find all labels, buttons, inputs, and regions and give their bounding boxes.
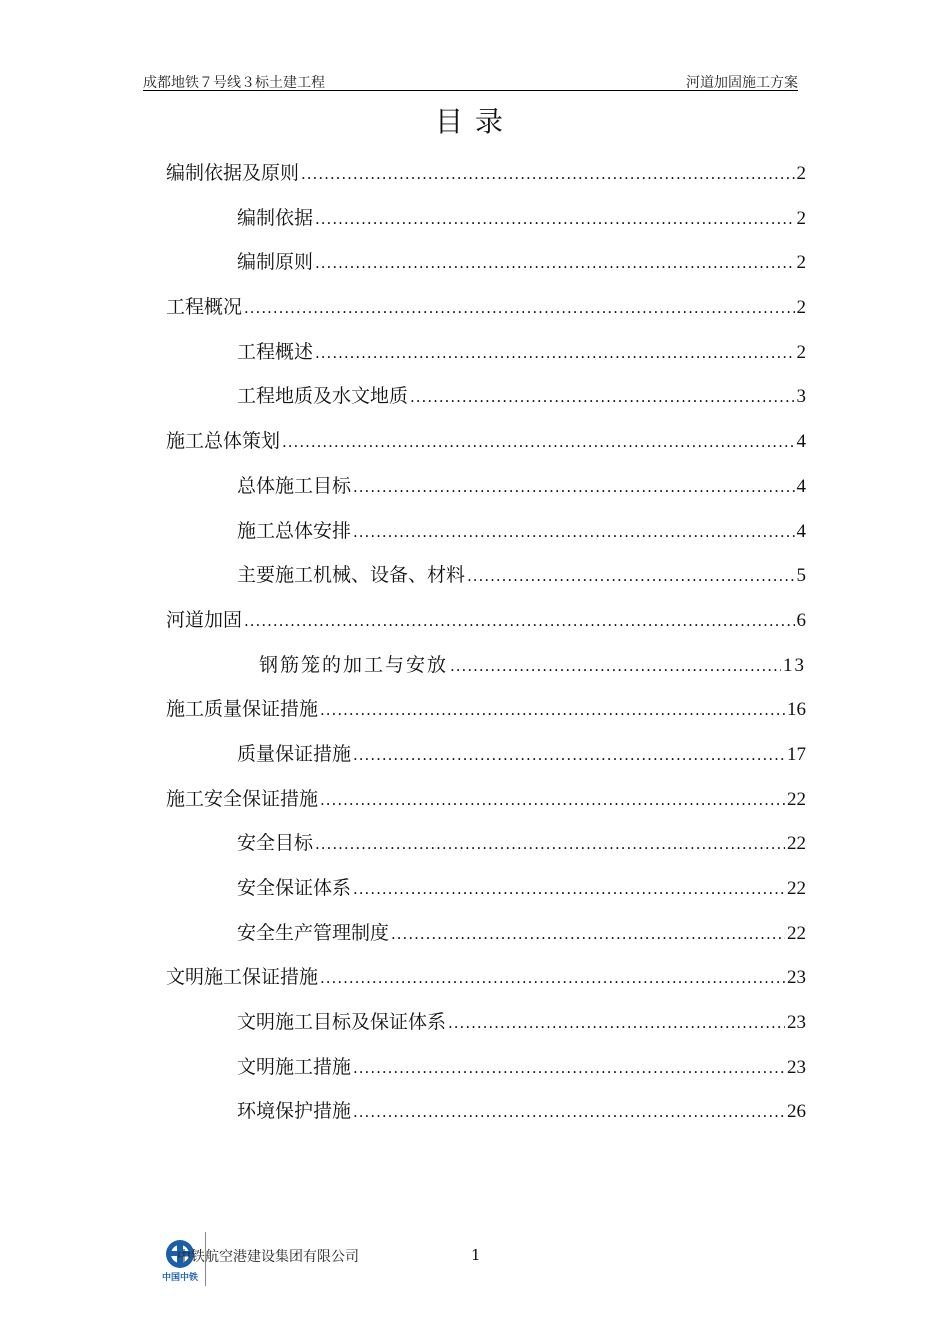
page-header: [143, 70, 798, 91]
toc-entry-label: 河道加固: [166, 608, 243, 631]
toc-leader-dots: [353, 737, 785, 773]
toc-entry-page: 2: [796, 252, 806, 274]
toc-entry[interactable]: [166, 647, 806, 692]
toc-entry-page: 22: [787, 833, 806, 855]
toc-entry-page: 6: [796, 609, 806, 631]
header-document-name: 河道加固施工方案: [686, 75, 798, 91]
toc-entry-label: 主要施工机械、设备、材料: [237, 564, 466, 587]
toc-entry-page: 23: [787, 1056, 806, 1078]
toc-leader-dots: [353, 514, 794, 550]
toc-entry[interactable]: [166, 423, 806, 468]
toc-entry-label: 安全生产管理制度: [237, 921, 390, 944]
toc-leader-dots: [244, 290, 794, 326]
toc-leader-dots: [282, 424, 794, 460]
toc-entry[interactable]: [166, 915, 806, 960]
footer-page-number: 1: [471, 1246, 481, 1264]
toc-entry-label: 编制原则: [237, 251, 314, 274]
toc-entry[interactable]: [166, 781, 806, 826]
toc-entry-page: 2: [796, 297, 806, 319]
toc-entry[interactable]: [166, 602, 806, 647]
toc-entry-label: 文明施工目标及保证体系: [237, 1011, 447, 1034]
toc-entry[interactable]: [166, 1049, 806, 1094]
toc-entry-label: 工程概述: [237, 340, 314, 363]
toc-entry-label: 施工安全保证措施: [166, 787, 319, 810]
footer-company-name: 中铁航空港建设集团有限公司: [177, 1249, 359, 1265]
toc-leader-dots: [244, 603, 794, 639]
toc-leader-dots: [320, 960, 785, 996]
toc-leader-dots: [448, 1005, 785, 1041]
toc-entry-label: 环境保护措施: [237, 1100, 352, 1123]
toc-entry-page: 13: [783, 654, 806, 676]
toc-entry-page: 2: [796, 207, 806, 229]
toc-leader-dots: [353, 469, 794, 505]
toc-entry-page: 26: [787, 1101, 806, 1123]
toc-entry[interactable]: [166, 244, 806, 289]
toc-entry-label: 工程地质及水文地质: [237, 385, 409, 408]
toc-entry[interactable]: [166, 959, 806, 1004]
toc-entry-page: 2: [796, 163, 806, 184]
toc-entry[interactable]: [166, 1093, 806, 1138]
toc-entry[interactable]: [166, 155, 806, 200]
toc-entry-page: 23: [787, 967, 806, 989]
table-of-contents: [166, 155, 806, 1138]
toc-leader-dots: [315, 201, 794, 237]
toc-entry-page: 5: [796, 565, 806, 587]
toc-entry-label: 编制依据: [237, 206, 314, 229]
toc-entry-page: 16: [787, 699, 806, 721]
toc-leader-dots: [467, 558, 794, 594]
toc-entry[interactable]: [166, 557, 806, 602]
toc-entry-page: 22: [787, 878, 806, 899]
toc-leader-dots: [353, 871, 785, 907]
toc-entry-label: 总体施工目标: [237, 474, 352, 497]
toc-entry[interactable]: [166, 468, 806, 513]
toc-leader-dots: [320, 782, 785, 818]
toc-leader-dots: [320, 692, 785, 728]
toc-entry-page: 4: [796, 431, 806, 453]
toc-entry[interactable]: [166, 289, 806, 334]
toc-entry[interactable]: [166, 1004, 806, 1049]
toc-leader-dots: [450, 648, 781, 684]
toc-entry-label: 工程概况: [166, 296, 243, 319]
header-project-name: 成都地铁７号线３标土建工程: [143, 75, 325, 91]
toc-leader-dots: [315, 335, 794, 371]
toc-entry-label: 安全目标: [237, 832, 314, 855]
toc-leader-dots: [315, 245, 794, 281]
toc-entry-page: 17: [787, 743, 806, 765]
toc-entry-page: 4: [796, 475, 806, 497]
toc-entry-page: 22: [787, 922, 806, 944]
toc-entry-label: 安全保证体系: [237, 877, 352, 899]
toc-title: 目录: [434, 105, 515, 138]
toc-leader-dots: [315, 826, 785, 862]
toc-entry[interactable]: [166, 691, 806, 736]
toc-entry-page: 23: [787, 1012, 806, 1034]
toc-entry[interactable]: [166, 825, 806, 870]
toc-leader-dots: [353, 1050, 785, 1086]
toc-entry-label: 文明施工保证措施: [166, 966, 319, 989]
toc-entry[interactable]: [166, 513, 806, 558]
logo-text: 中国中铁: [161, 1273, 199, 1283]
toc-entry-label: 文明施工措施: [237, 1055, 352, 1078]
toc-entry-label: 施工总体安排: [237, 519, 352, 542]
page-footer: [155, 1232, 795, 1292]
toc-entry-label: 质量保证措施: [237, 742, 352, 765]
toc-entry-page: 4: [796, 520, 806, 542]
toc-entry[interactable]: [166, 200, 806, 245]
toc-entry-page: 2: [796, 341, 806, 363]
toc-entry-label: 施工总体策划: [166, 430, 281, 453]
toc-leader-dots: [391, 916, 785, 952]
toc-entry[interactable]: [166, 334, 806, 379]
toc-entry-label: 编制依据及原则: [166, 162, 300, 184]
toc-entry-label: 施工质量保证措施: [166, 698, 319, 721]
toc-entry-page: 22: [787, 788, 806, 810]
toc-leader-dots: [301, 156, 794, 192]
toc-leader-dots: [410, 379, 794, 415]
toc-entry-page: 3: [796, 386, 806, 408]
toc-entry[interactable]: [166, 378, 806, 423]
toc-entry[interactable]: [166, 736, 806, 781]
toc-leader-dots: [353, 1094, 785, 1130]
toc-entry-label: 钢筋笼的加工与安放: [259, 653, 449, 676]
toc-entry[interactable]: [166, 870, 806, 915]
